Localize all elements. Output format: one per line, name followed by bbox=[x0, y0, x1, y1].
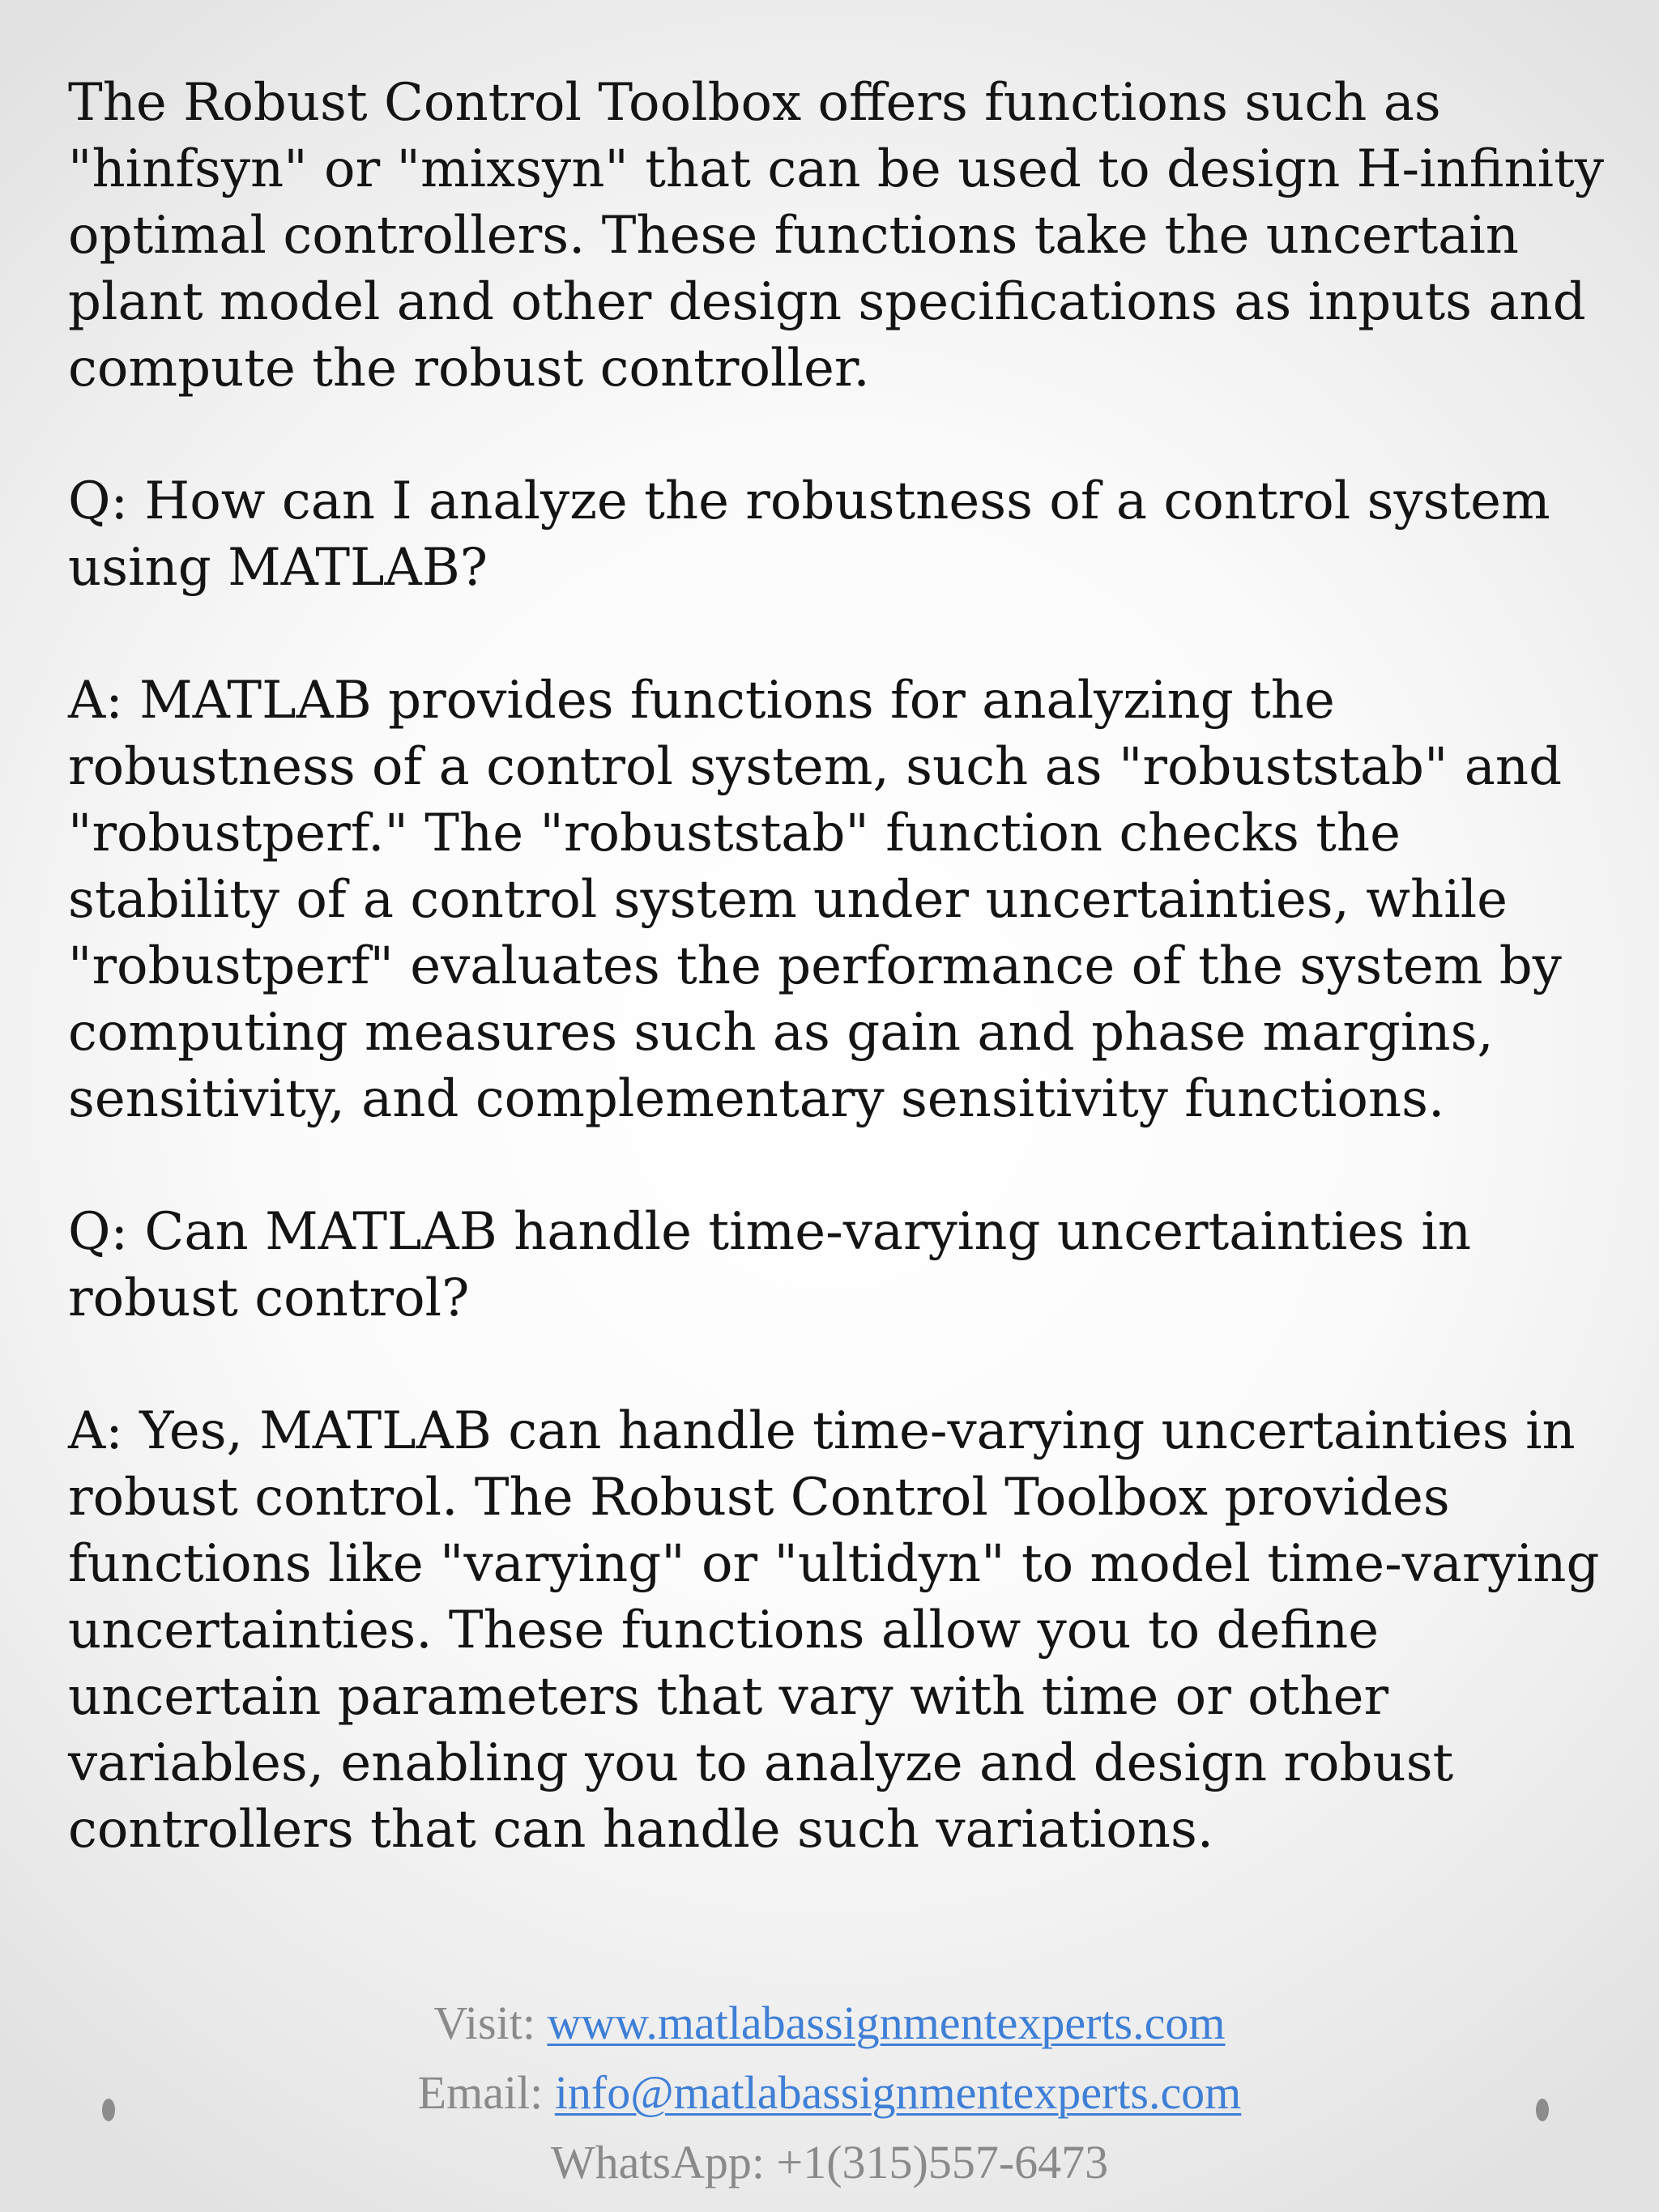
whatsapp-text: WhatsApp: +1(315)557-6473 bbox=[550, 2136, 1109, 2189]
answer-analyze-robustness: A: MATLAB provides functions for analyzing the robustness of a control system, such as "robuststab" and "robustperf." The "robuststab" function checks the stability of a control system under uncertainties, while "robustperf" evaluates the performance of the system by computing measures such as gain and phase margins, sensitivity, and complementary sensitivity functions. bbox=[68, 671, 1563, 1129]
document-body bbox=[68, 70, 1607, 1929]
left-dot-icon bbox=[102, 2099, 115, 2121]
visit-row bbox=[0, 1988, 1659, 2058]
question-time-varying: Q: Can MATLAB handle time-varying uncertainties in robust control? bbox=[68, 1202, 1472, 1328]
email-label: Email: bbox=[417, 2066, 544, 2119]
answer-time-varying: A: Yes, MATLAB can handle time-varying uncertainties in robust control. The Robust Control Toolbox provides functions like "varying" or "ultidyn" to model time-varying uncertainties. These functions allow you to define uncertain parameters that vary with time or other variables, enabling you to analyze and design robust controllers that can handle such variations. bbox=[68, 1401, 1600, 1860]
right-dot-icon bbox=[1536, 2099, 1549, 2121]
contact-footer bbox=[0, 1988, 1659, 2197]
question-analyze-robustness: Q: How can I analyze the robustness of a control system using MATLAB? bbox=[68, 471, 1550, 598]
visit-label: Visit: bbox=[433, 1997, 535, 2049]
email-row bbox=[0, 2058, 1659, 2128]
paragraph-toolbox-functions: The Robust Control Toolbox offers functions such as "hinfsyn" or "mixsyn" that can be used to design H-infinity optimal controllers. These functions take the uncertain plant model and other design specifications as inputs and compute the robust controller. bbox=[68, 73, 1604, 399]
email-link[interactable]: info@matlabassignmentexperts.com bbox=[554, 2066, 1242, 2119]
website-link[interactable]: www.matlabassignmentexperts.com bbox=[547, 1997, 1226, 2049]
